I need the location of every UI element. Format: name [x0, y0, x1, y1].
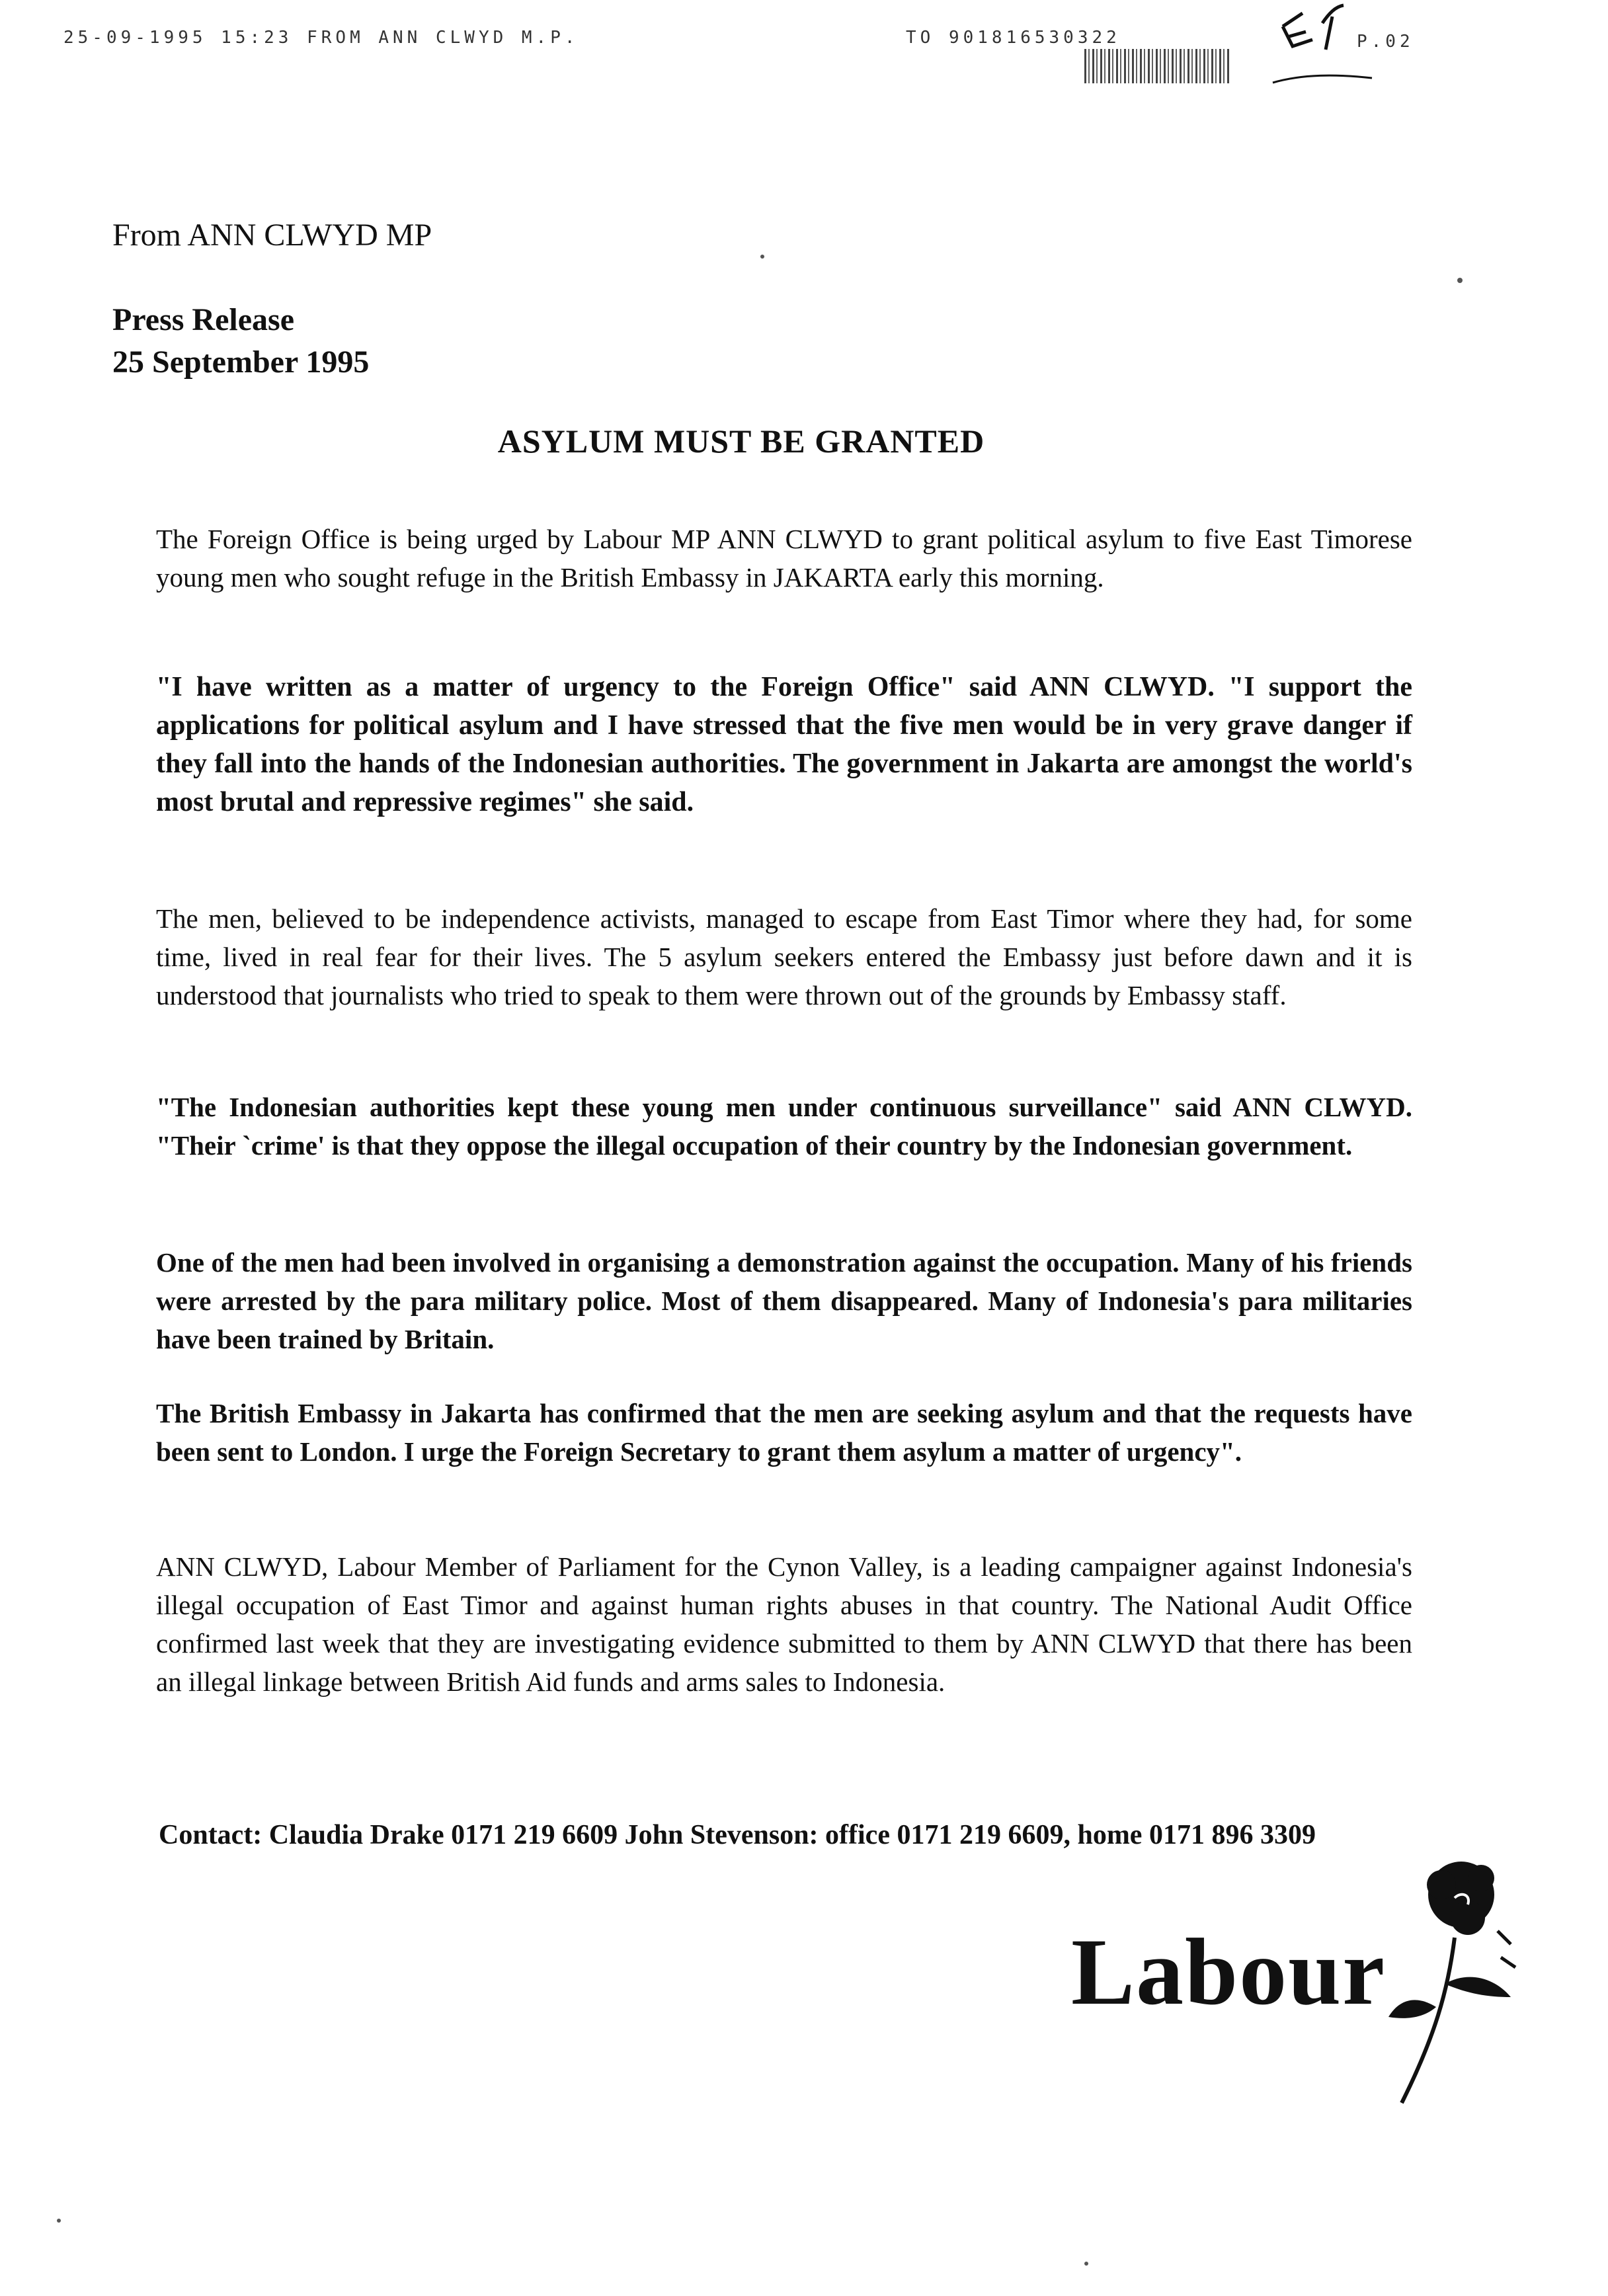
- fax-noise-mark: [1084, 49, 1230, 83]
- paragraph-intro: The Foreign Office is being urged by Labour MP ANN CLWYD to grant political asylum to five East Timorese young men who sought refuge in the British Embassy in JAKARTA early this morning.: [156, 524, 1412, 593]
- scan-speck: [1457, 278, 1463, 283]
- sender-line: From ANN CLWYD MP: [112, 218, 432, 253]
- paragraph-embassy: The British Embassy in Jakarta has confirmed that the men are seeking asylum and that the requests have been sent to London. I urge the Foreign Secretary to grant them asylum a matter of urgency".: [156, 1398, 1412, 1467]
- paragraph-biography: ANN CLWYD, Labour Member of Parliament for the Cynon Valley, is a leading campaigner against Indonesia's illegal occupation of East Timor and against human rights abuses in that country. The National Audit Office confirmed last week that they are investigating evidence submitted to them by ANN CLWYD that there has been an illegal linkage between British Aid funds and arms sales to Indonesia.: [156, 1551, 1412, 1697]
- press-release-label: Press Release: [112, 302, 295, 337]
- contact-details: Contact: Claudia Drake 0171 219 6609 John Stevenson: office 0171 219 6609, home 0171 896 3309: [159, 1820, 1316, 1850]
- fax-header-sender: 25-09-1995 15:23 FROM ANN CLWYD M.P.: [63, 28, 579, 48]
- rose-icon: [1362, 1838, 1521, 2116]
- scan-speck: [760, 255, 764, 259]
- paragraph-surveillance: "The Indonesian authorities kept these young men under continuous surveillance" said ANN CLWYD. "Their `crime' is that they oppose the illegal occupation of their country by the Indonesian government.: [156, 1092, 1412, 1161]
- paragraph-demonstration: One of the men had been involved in organising a demonstration against the occupation. Many of his friends were arrested by the para military police. Most of them disappeared. Many of Indonesia's para militaries have been trained by Britain.: [156, 1247, 1412, 1354]
- handwritten-mark: [1269, 0, 1375, 93]
- labour-logo-text: Labour: [1071, 1920, 1387, 2025]
- scan-speck: [1084, 2262, 1088, 2266]
- paragraph-escape: The men, believed to be independence activists, managed to escape from East Timor where they had, for some time, lived in real fear for their lives. The 5 asylum seekers entered the Embassy just before dawn and it is understood that journalists who tried to speak to them were thrown out of the grounds by Embassy staff.: [156, 903, 1412, 1010]
- paragraph-quote: "I have written as a matter of urgency to the Foreign Office" said ANN CLWYD. "I support the applications for political asylum and I have stressed that the five men would be in very grave danger if they fall into the hands of the Indonesian authorities. The government in Jakarta are amongst the world's most brutal and repressive regimes" she said.: [156, 672, 1412, 817]
- press-release-date: 25 September 1995: [112, 345, 370, 380]
- headline: ASYLUM MUST BE GRANTED: [497, 423, 985, 460]
- scan-speck: [57, 2219, 61, 2223]
- fax-header-recipient: TO 901816530322: [906, 28, 1121, 48]
- fax-header-page: P.02: [1357, 32, 1414, 52]
